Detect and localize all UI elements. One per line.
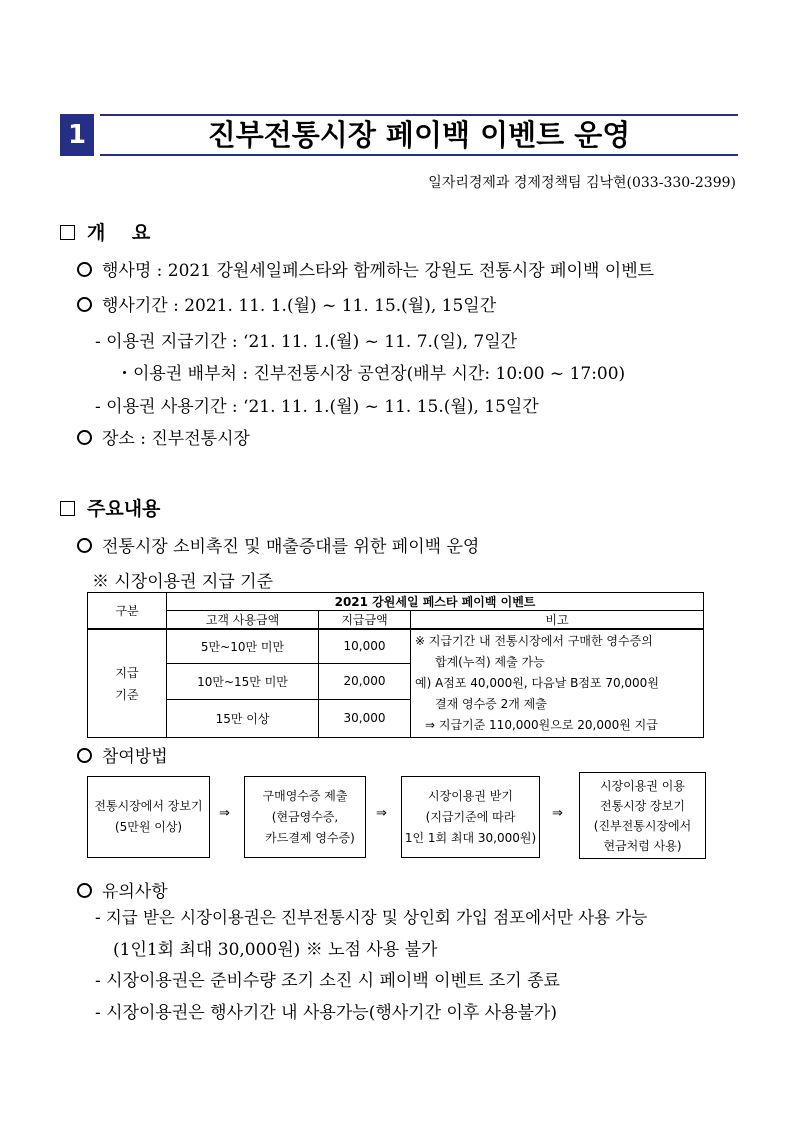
note-line: ※ 지급기간 내 전통시장에서 구매한 영수증의 (415, 634, 653, 648)
overview-use-period: - 이용권 사용기간 : ‘21. 11. 1.(월) ~ 11. 15.(월), 15일간 (95, 397, 539, 417)
step-box-4: 시장이용권 이용 전통시장 장보기 (진부전통시장에서 현금처럼 사용) (579, 772, 706, 859)
table-cell-amount: 15만 이상 (167, 699, 319, 737)
table-cell-pay: 20,000 (319, 663, 411, 699)
overview-period: 행사기간 : 2021. 11. 1.(월) ~ 11. 15.(월), 15일간 (77, 291, 496, 316)
note-item: - 지급 받은 시장이용권은 진부전통시장 및 상인회 가입 점포에서만 사용 가능 (95, 908, 648, 927)
main-heading: 주요내용 (60, 494, 160, 521)
circle-bullet-icon (77, 538, 92, 553)
circle-bullet-icon (77, 430, 92, 445)
table-header-pay: 지급금액 (319, 611, 411, 630)
table-cell-pay: 10,000 (319, 629, 411, 663)
note-line: 합계(누적) 제출 가능 (435, 655, 545, 669)
criteria-title: ※ 시장이용권 지급 기준 (92, 572, 274, 592)
table-header-amount: 고객 사용금액 (167, 611, 319, 630)
table-cell-amount: 5만~10만 미만 (167, 629, 319, 663)
arrow-icon: ⇒ (219, 806, 230, 821)
arrow-icon: ⇒ (376, 806, 387, 821)
overview-issue-place: ・이용권 배부처 : 진부전통시장 공연장(배부 시간: 10:00 ~ 17:00) (116, 364, 626, 384)
note-item: - 시장이용권은 행사기간 내 사용가능(행사기간 이후 사용불가) (95, 1003, 557, 1023)
participation-heading: 참여방법 (77, 742, 168, 767)
note-line: 결재 영수증 2개 제출 (435, 697, 547, 711)
table-header-group: 구분 (88, 593, 167, 630)
table-cell-pay: 30,000 (319, 699, 411, 737)
title-rule-bottom (100, 154, 738, 156)
table-header-event: 2021 강원세일 페스타 페이백 이벤트 (167, 593, 704, 611)
note-line: 예) A점포 40,000원, 다음날 B점포 70,000원 (415, 676, 659, 690)
criteria-table (87, 592, 704, 738)
overview-event-name: 행사명 : 2021 강원세일페스타와 함께하는 강원도 전통시장 페이백 이벤트 (77, 256, 654, 281)
table-row-label: 지급 기준 (88, 629, 167, 738)
circle-bullet-icon (77, 748, 92, 763)
step-box-3: 시장이용권 받기 (지급기준에 따라 1인 1회 최대 30,000원) (401, 776, 540, 858)
table-note-cell (411, 629, 704, 738)
main-purpose: 전통시장 소비촉진 및 매출증대를 위한 페이백 운영 (77, 532, 479, 557)
overview-heading: 개 요 (60, 218, 150, 245)
page-title: 진부전통시장 페이백 이벤트 운영 (207, 118, 631, 152)
table-cell-amount: 10만~15만 미만 (167, 663, 319, 699)
note-line: ⇒ 지급기준 110,000원으로 20,000원 지급 (425, 718, 658, 732)
note-item-cont: (1인1회 최대 30,000원) ※ 노점 사용 불가 (113, 940, 438, 960)
table-header-note: 비고 (411, 611, 704, 630)
arrow-icon: ⇒ (552, 806, 563, 821)
section-number: 1 (60, 114, 94, 156)
overview-place: 장소 : 진부전통시장 (77, 424, 250, 449)
step-box-1: 전통시장에서 장보기 (5만원 이상) (87, 776, 210, 858)
note-item: - 시장이용권은 준비수량 조기 소진 시 페이백 이벤트 조기 종료 (95, 971, 560, 991)
overview-issue-period: - 이용권 지급기간 : ‘21. 11. 1.(월) ~ 11. 7.(일), 7일간 (95, 332, 518, 352)
circle-bullet-icon (77, 297, 92, 312)
circle-bullet-icon (77, 883, 92, 898)
circle-bullet-icon (77, 262, 92, 277)
author-line: 일자리경제과 경제정책팀 김낙현(033-330-2399) (428, 175, 736, 191)
square-bullet-icon (60, 501, 75, 516)
square-bullet-icon (60, 225, 75, 240)
notes-heading: 유의사항 (77, 877, 168, 902)
step-box-2: 구매영수증 제출 (현금영수증, 카드결제 영수증) (244, 776, 366, 858)
